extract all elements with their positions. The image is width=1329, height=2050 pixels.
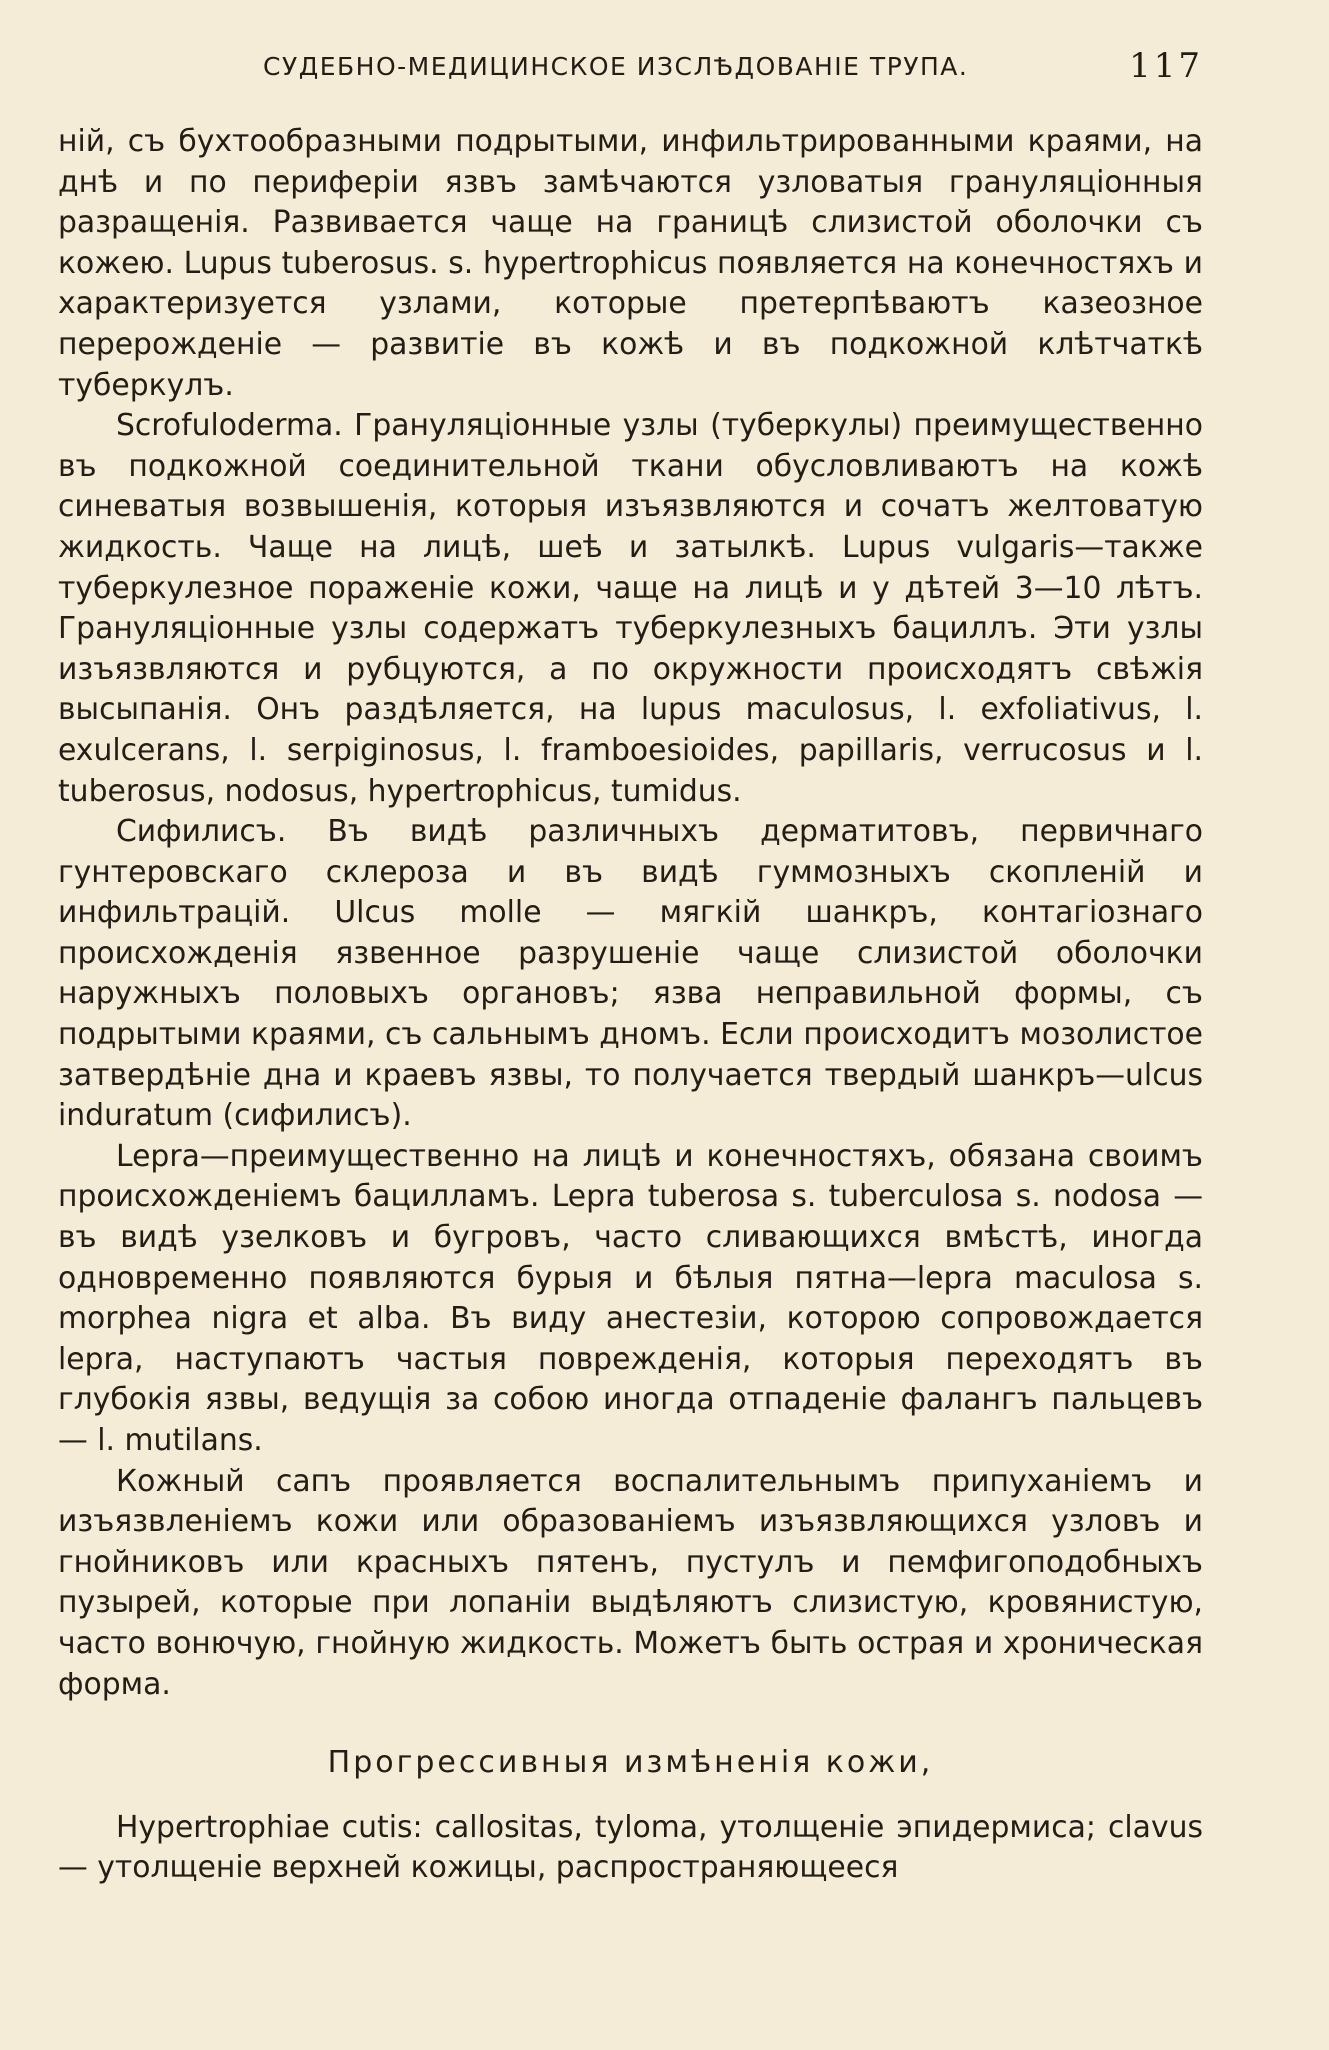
paragraph-syphilis: Сифилисъ. Въ видѣ различныхъ дерматитовъ, первичнаго гунтеровскаго склероза и въ видѣ гуммозныхъ скопленій и инфильтрацій. Ulcus molle — мягкій шанкръ, контагіознаго происхожденія язвенное разрушеніе чаще слизистой оболочки наружныхъ половыхъ органовъ; язва неправильной формы, съ подрытыми краями, съ сальнымъ дномъ. Если происходитъ мозолистое затвердѣніе дна и краевъ язвы, то получается твердый шанкръ—ulcus induratum (сифилисъ). [58,814,1203,1134]
book-page [58,48,1203,2008]
paragraph-lepra: Lepra—преимущественно на лицѣ и конечностяхъ, обязана своимъ происхожденіемъ бацилламъ. Lepra tuberosa s. tuberculosa s. nodosa — въ видѣ узелковъ и бугровъ, часто сливающихся вмѣстѣ, иногда одновременно появляются бурыя и бѣлыя пятна—lepra maculosa s. morphea nigra et alba. Въ виду анестезіи, которою сопровождается lepra, наступаютъ частыя поврежденія, которыя переходятъ въ глубокія язвы, ведущія за собою иногда отпаденіе фалангъ пальцевъ — l. mutilans. [58,1138,1203,1458]
running-head [58,48,1203,94]
paragraph-hypertrophiae: Hypertrophiae cutis: callositas, tyloma, утолщеніе эпидермиса; clavus — утолщеніе верхней кожицы, распространяющееся [58,1809,1203,1886]
page-body [58,122,1203,1889]
paragraph-continued: ній, съ бухтообразными подрытыми, инфильтрированными краями, на днѣ и по периферіи язвъ замѣчаются узловатыя грануляціонныя разращенія. Развивается чаще на границѣ слизистой оболочки съ кожею. Lupus tuberosus. s. hypertrophicus появляется на конечностяхъ и характеризуется узлами, которые претерпѣваютъ казеозное перерожденіе — развитіе въ кожѣ и въ подкожной клѣтчаткѣ туберкулъ. [58,124,1203,403]
paragraph-glanders: Кожный сапъ проявляется воспалительнымъ припуханіемъ и изъязвленіемъ кожи или образованіемъ изъязвляющихся узловъ и гнойниковъ или красныхъ пятенъ, пустулъ и пемфигоподобныхъ пузырей, которые при лопаніи выдѣляютъ слизистую, кровянистую, часто вонючую, гнойную жидкость. Можетъ быть острая и хроническая форма. [58,1463,1203,1702]
section-heading: Прогрессивныя измѣненія кожи, [327,1745,934,1781]
paragraph-scrofuloderma: Scrofuloderma. Грануляціонные узлы (туберкулы) преимущественно въ подкожной соединительной ткани обусловливаютъ на кожѣ синеватыя возвышенія, которыя изъязвляются и сочатъ желтоватую жидкость. Чаще на лицѣ, шеѣ и затылкѣ. Lupus vulgaris—также туберкулезное пораженіе кожи, чаще на лицѣ и у дѣтей 3—10 лѣтъ. Грануляціонные узлы содержатъ туберкулезныхъ бациллъ. Эти узлы изъязвляются и рубцуются, а по окружности происходятъ свѣжія высыпанія. Онъ раздѣляется, на lupus maculosus, l. exfoliativus, l. exulcerans, l. serpiginosus, l. framboesioides, papillaris, verrucosus и l. tuberosus, nodosus, hypertrophicus, tumidus. [58,408,1203,809]
running-head-title: СУДЕБНО-МЕДИЦИНСКОЕ ИЗСЛѢДОВАНІЕ ТРУПА. [263,52,969,81]
page-number: 117 [1129,46,1203,86]
